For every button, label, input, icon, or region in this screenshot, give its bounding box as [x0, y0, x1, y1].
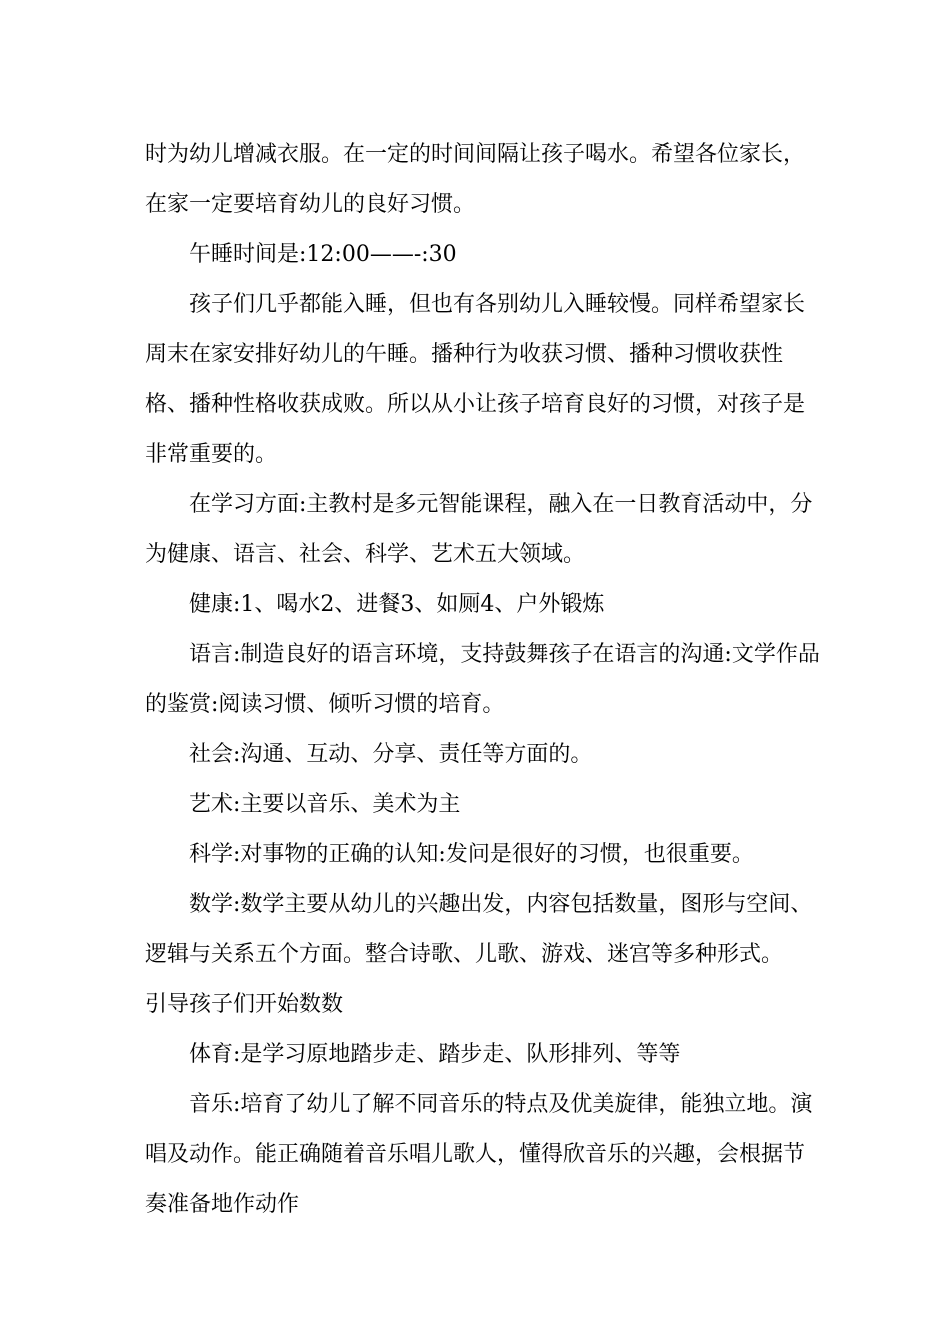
paragraph-learning: 在学习方面:主教村是多元智能课程，融入在一日教育活动中，分为健康、语言、社会、科学、艺术五大领域。 — [145, 492, 813, 567]
paragraph-math: 数学:数学主要从幼儿的兴趣出发，内容包括数量，图形与空间、逻辑与关系五个方面。整合诗歌、儿歌、游戏、迷宫等多种形式。 — [145, 892, 813, 967]
paragraph-health: 健康:1、喝水2、进餐3、如厕4、户外锻炼 — [189, 592, 605, 617]
paragraph-pe: 体育:是学习原地踏步走、踏步走、队形排列、等等 — [189, 1042, 681, 1067]
paragraph-language: 语言:制造良好的语言环境，支持鼓舞孩子在语言的沟通:文学作品的鉴赏:阅读习惯、倾听习惯的培育。 — [145, 642, 820, 717]
paragraph-science: 科学:对事物的正确的认知:发问是很好的习惯，也很重要。 — [189, 842, 754, 867]
paragraph-sleep-habits: 孩子们几乎都能入睡，但也有各别幼儿入睡较慢。同样希望家长周末在家安排好幼儿的午睡。播种行为收获习惯、播种习惯收获性格、播种性格收获成败。所以从小让孩子培育良好的习惯，对孩子是非常重要的。 — [145, 292, 806, 467]
paragraph-society: 社会:沟通、互动、分享、责任等方面的。 — [189, 742, 593, 767]
paragraph-art: 艺术:主要以音乐、美术为主 — [189, 792, 461, 817]
document-body — [145, 130, 825, 1230]
paragraph-music: 音乐:培育了幼儿了解不同音乐的特点及优美旋律，能独立地。演唱及动作。能正确随着音乐唱儿歌人，懂得欣音乐的兴趣，会根据节奏准备地作动作 — [145, 1092, 813, 1217]
paragraph-nap-time: 午睡时间是:12:00——-:30 — [189, 242, 457, 267]
paragraph-clothing-water: 时为幼儿增减衣服。在一定的时间间隔让孩子喝水。希望各位家长，在家一定要培育幼儿的良好习惯。 — [145, 142, 806, 217]
paragraph-counting: 引导孩子们开始数数 — [145, 992, 344, 1017]
